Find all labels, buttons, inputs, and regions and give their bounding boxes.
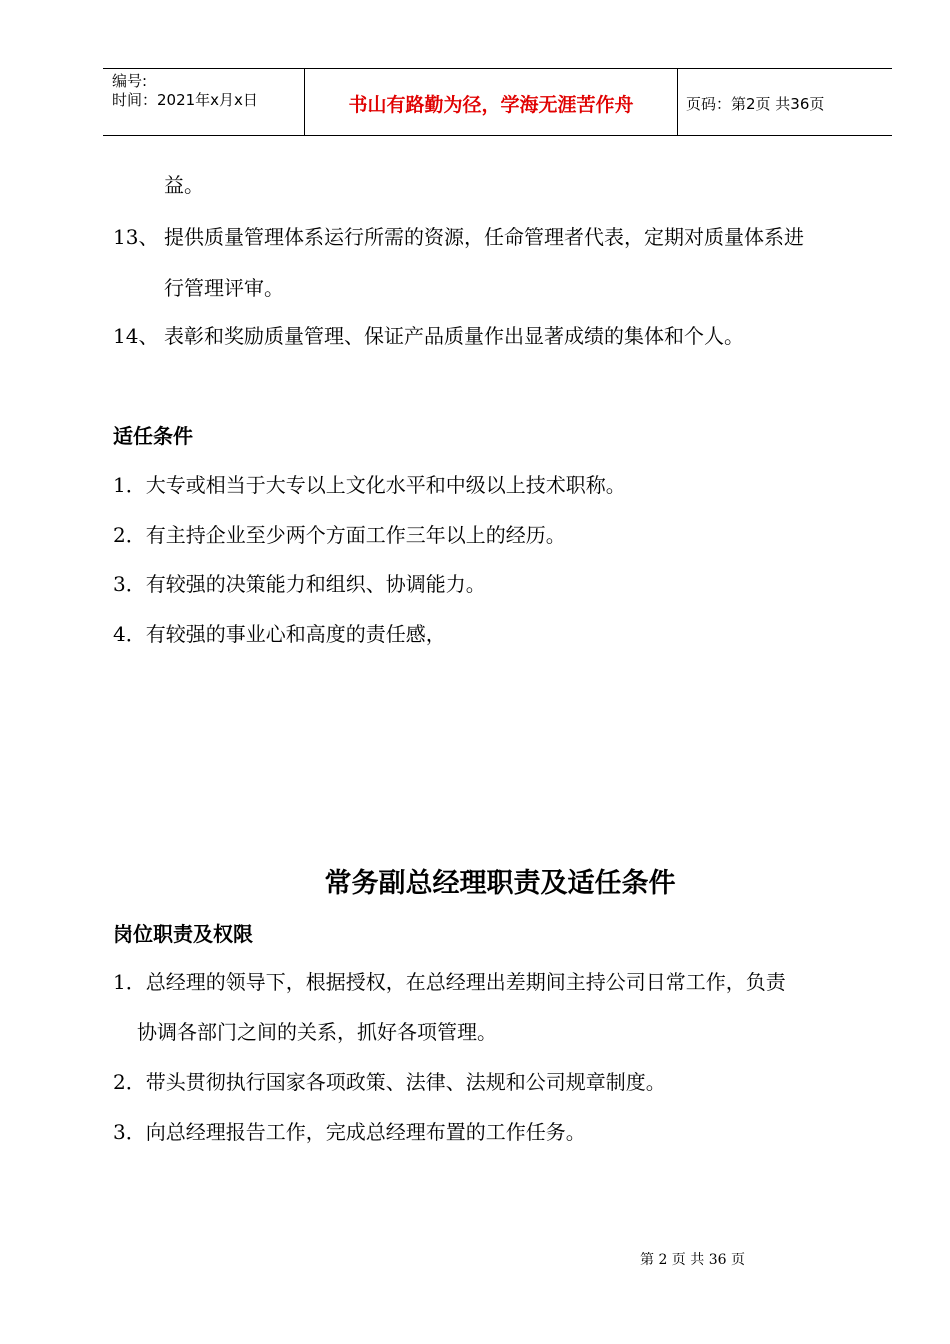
item-14-number: 14、 xyxy=(113,324,159,348)
continued-line: 益。 xyxy=(164,173,204,197)
qualification-item: 3．有较强的决策能力和组织、协调能力。 xyxy=(113,572,486,596)
qualification-item: 2．有主持企业至少两个方面工作三年以上的经历。 xyxy=(113,523,566,547)
item-14-text: 表彰和奖励质量管理、保证产品质量作出显著成绩的集体和个人。 xyxy=(164,324,744,348)
item-13-number: 13、 xyxy=(113,225,159,249)
header-motto: 书山有路勤为径，学海无涯苦作舟 xyxy=(348,94,634,116)
header-divider-right xyxy=(677,68,678,136)
section-heading-qualifications: 适任条件 xyxy=(113,424,193,448)
duty-1-line-2: 协调各部门之间的关系，抓好各项管理。 xyxy=(137,1020,497,1044)
qualification-item: 4．有较强的事业心和高度的责任感， xyxy=(113,622,446,646)
footer-page-number: 第 2 页 共 36 页 xyxy=(640,1252,745,1268)
header-meta xyxy=(112,72,258,110)
duty-1-line-1: 1．总经理的领导下，根据授权，在总经理出差期间主持公司日常工作，负责 xyxy=(113,970,786,994)
header-bottom-rule xyxy=(103,135,892,136)
item-13-line-1: 提供质量管理体系运行所需的资源，任命管理者代表，定期对质量体系进 xyxy=(164,225,804,249)
duty-3: 3．向总经理报告工作，完成总经理布置的工作任务。 xyxy=(113,1120,586,1144)
qualification-item: 1．大专或相当于大专以上文化水平和中级以上技术职称。 xyxy=(113,473,626,497)
time-label: 时间：2021年x月x日 xyxy=(112,91,258,109)
serial-label: 编号: xyxy=(112,72,148,90)
item-13-line-2: 行管理评审。 xyxy=(164,276,284,300)
duty-2: 2．带头贯彻执行国家各项政策、法律、法规和公司规章制度。 xyxy=(113,1070,666,1094)
header-top-rule xyxy=(103,68,892,69)
section-heading-duties: 岗位职责及权限 xyxy=(113,922,253,946)
main-title: 常务副总经理职责及适任条件 xyxy=(324,868,676,899)
header-page-label: 页码：第2页 共36页 xyxy=(686,95,825,113)
